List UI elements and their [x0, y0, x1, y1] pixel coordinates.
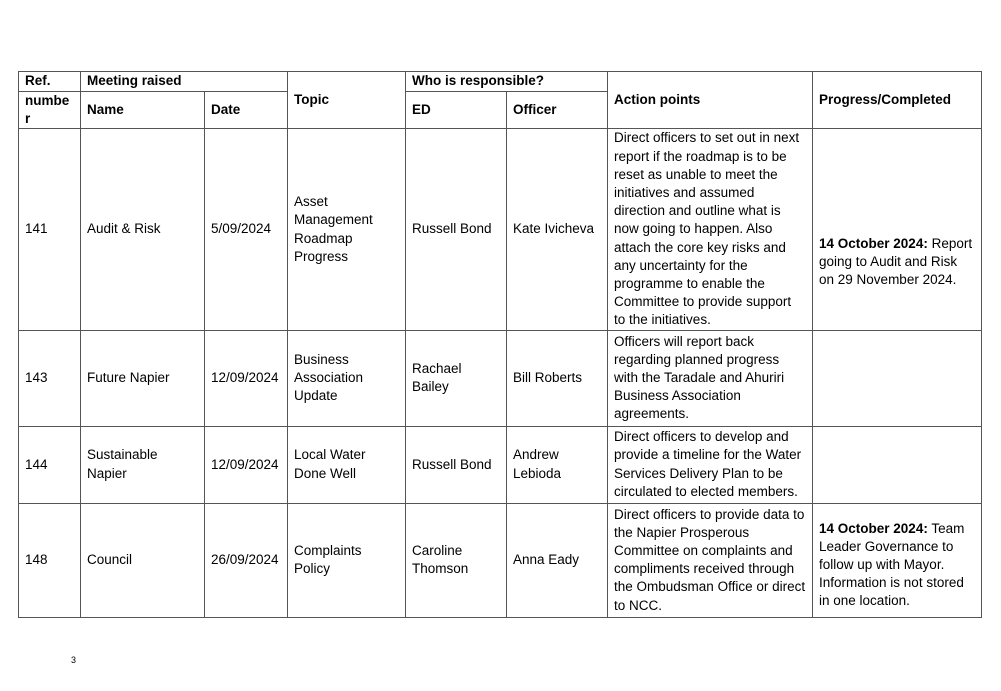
- header-officer: Officer: [507, 92, 608, 129]
- cell-ed: Russell Bond: [406, 426, 507, 503]
- header-action-points: Action points: [608, 72, 813, 129]
- cell-ref: 141: [19, 129, 81, 330]
- cell-action: Direct officers to develop and provide a timeline for the Water Services Delivery Plan to be circulated to elected members.: [608, 426, 813, 503]
- cell-ref: 144: [19, 426, 81, 503]
- action-points-table: [18, 71, 982, 618]
- header-ref-line1: Ref.: [19, 72, 81, 92]
- header-topic: Topic: [288, 72, 406, 129]
- cell-topic: Local Water Done Well: [288, 426, 406, 503]
- cell-officer: Kate Ivicheva: [507, 129, 608, 330]
- table-row: [19, 426, 982, 503]
- cell-officer: Andrew Lebioda: [507, 426, 608, 503]
- table-row: [19, 330, 982, 426]
- cell-name: Council: [81, 503, 205, 617]
- cell-topic: Business Association Update: [288, 330, 406, 426]
- header-ed: ED: [406, 92, 507, 129]
- cell-officer: Anna Eady: [507, 503, 608, 617]
- progress-date: 14 October 2024:: [819, 235, 928, 251]
- cell-name: Sustainable Napier: [81, 426, 205, 503]
- header-date: Date: [205, 92, 288, 129]
- header-name: Name: [81, 92, 205, 129]
- header-meeting-raised: Meeting raised: [81, 72, 288, 92]
- progress-text: Team Leader Governance to follow up with Mayor. Information is not stored in one location.: [819, 520, 965, 609]
- progress-date: 14 October 2024:: [819, 520, 928, 536]
- cell-ref: 148: [19, 503, 81, 617]
- cell-progress: [813, 426, 982, 503]
- header-progress: Progress/Completed: [813, 72, 982, 129]
- cell-action: Officers will report back regarding planned progress with the Taradale and Ahuriri Business Association agreements.: [608, 330, 813, 426]
- table-row: [19, 129, 982, 330]
- cell-topic: Asset Management Roadmap Progress: [288, 129, 406, 330]
- cell-ed: Rachael Bailey: [406, 330, 507, 426]
- page-number: 3: [71, 655, 77, 665]
- table-row: [19, 503, 982, 617]
- cell-date: 5/09/2024: [205, 129, 288, 330]
- cell-date: 26/09/2024: [205, 503, 288, 617]
- progress-text: Report going to Audit and Risk on 29 November 2024.: [819, 235, 973, 288]
- table-header-row-1: [19, 72, 982, 92]
- cell-date: 12/09/2024: [205, 330, 288, 426]
- header-who-responsible: Who is responsible?: [406, 72, 608, 92]
- cell-action: Direct officers to set out in next report if the roadmap is to be reset as unable to meet the initiatives and assumed direction and outline what is now going to happen. Also attach the core key risks and any uncertainty for the programme to enable the Committee to provide support to the initiatives.: [608, 129, 813, 330]
- cell-date: 12/09/2024: [205, 426, 288, 503]
- cell-officer: Bill Roberts: [507, 330, 608, 426]
- cell-action: Direct officers to provide data to the Napier Prosperous Committee on complaints and compliments received through the Ombudsman Office or direct to NCC.: [608, 503, 813, 617]
- cell-name: Future Napier: [81, 330, 205, 426]
- cell-ref: 143: [19, 330, 81, 426]
- cell-progress: [813, 330, 982, 426]
- cell-ed: Caroline Thomson: [406, 503, 507, 617]
- cell-progress: [813, 129, 982, 330]
- cell-topic: Complaints Policy: [288, 503, 406, 617]
- header-ref-line2: number: [19, 92, 81, 129]
- cell-progress: [813, 503, 982, 617]
- cell-ed: Russell Bond: [406, 129, 507, 330]
- cell-name: Audit & Risk: [81, 129, 205, 330]
